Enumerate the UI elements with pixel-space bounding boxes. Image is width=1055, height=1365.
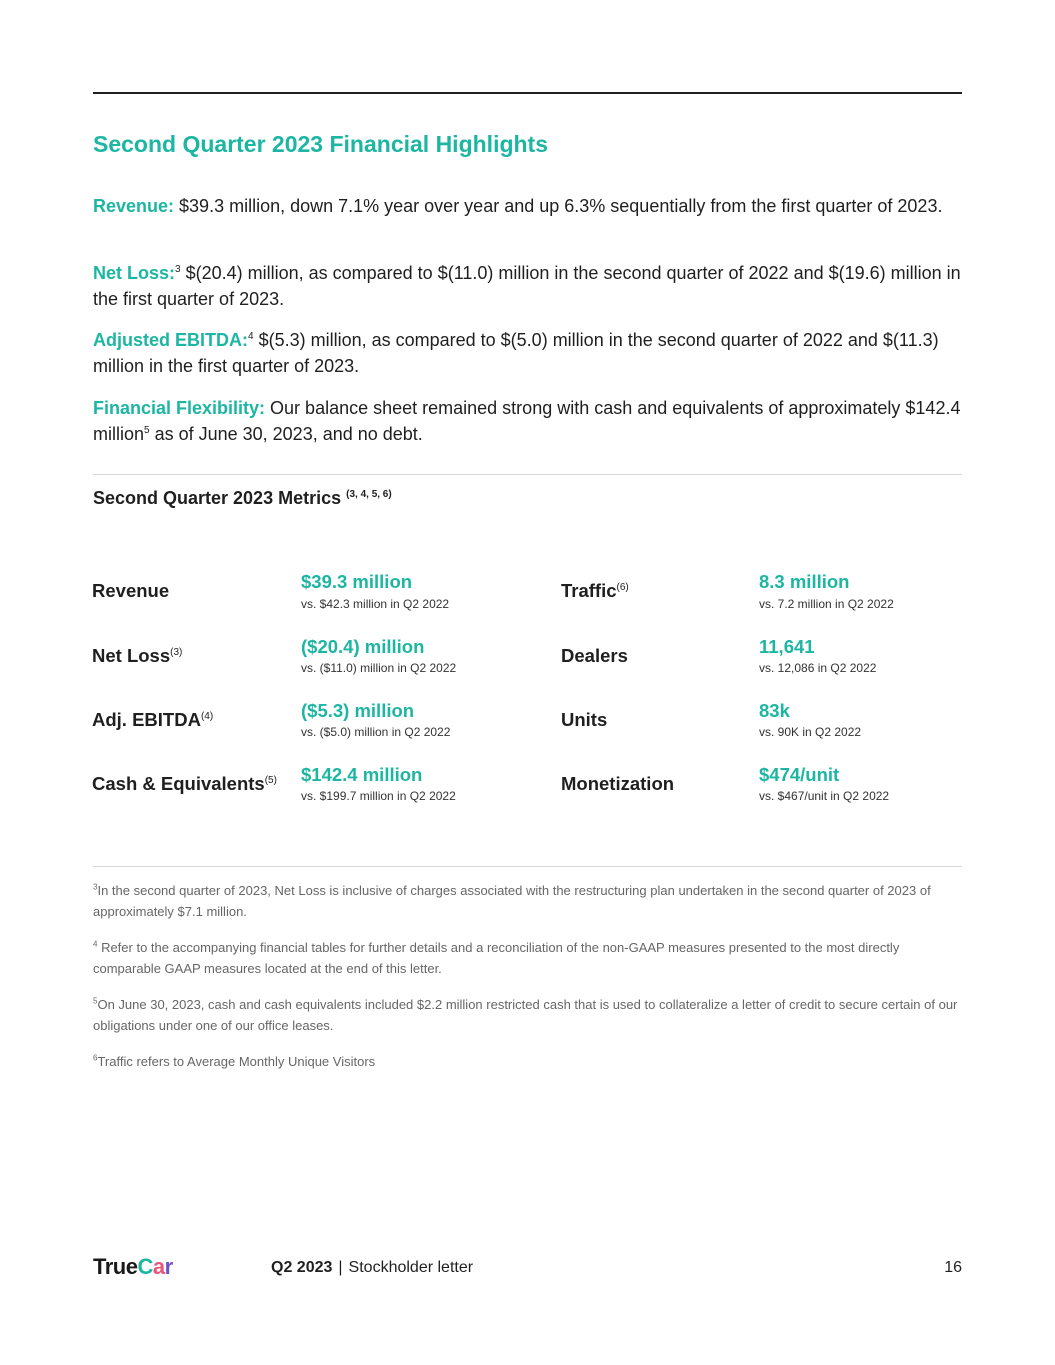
highlight-revenue: [93, 193, 968, 219]
metric-value-net-loss: ($20.4) million: [301, 636, 425, 657]
metric-label-net-loss: Net Loss$^{(3)}$: [92, 645, 183, 666]
metric-value-revenue: $39.3 million: [301, 571, 413, 592]
metric-comparison-net-loss: vs. ($11.0) million in Q2 2022: [301, 661, 457, 675]
metric-value-dealers: 11,641: [759, 636, 815, 657]
highlight-net-loss: [93, 260, 968, 312]
metric-comparison-units: vs. 90K in Q2 2022: [759, 725, 862, 739]
metric-comparison-traffic: vs. 7.2 million in Q2 2022: [759, 597, 894, 611]
metric-label-revenue: Revenue: [92, 580, 170, 601]
metric-label-dealers: Dealers: [561, 645, 628, 666]
metric-label-units: Units: [561, 709, 608, 730]
metrics-title-footnotes: (3, 4, 5, 6): [346, 489, 392, 500]
metric-label-traffic: Traffic$^{(6)}$: [561, 580, 629, 601]
footnotes-divider: [93, 866, 962, 867]
footnote-ref: 5: [144, 425, 150, 436]
metric-value-units: 83k: [759, 700, 790, 721]
metric-label-cash: Cash & Equivalents$^{(5)}$: [92, 773, 277, 794]
metric-label-monetization: Monetization: [561, 773, 675, 794]
metric-value-cash: $142.4 million: [301, 764, 423, 785]
highlight-label: Revenue:: [93, 196, 175, 216]
top-divider: [93, 92, 962, 94]
footnote-4: $^4$ Refer to the accompanying financial tables for further details and a reconciliation of the non-GAAP measures presented to the most directly comparable GAAP measures located at the end of this letter.: [93, 939, 900, 976]
metrics-title-text: Second Quarter 2023 Metrics: [93, 488, 342, 508]
highlight-label: Adjusted EBITDA:: [93, 330, 248, 350]
highlight-label: Net Loss:: [93, 263, 176, 283]
highlight-label: Financial Flexibility:: [93, 398, 266, 418]
highlight-text: $(5.3) million, as compared to $(5.0) million in the second quarter of 2022 and $(11.3) million in the first quarter of 2023.: [93, 330, 939, 376]
metrics-title: [93, 488, 392, 509]
page-number: 16: [944, 1259, 962, 1276]
footer-document-title: Q2 2023 | Stockholder letter: [271, 1259, 474, 1276]
metric-comparison-revenue: vs. $42.3 million in Q2 2022: [301, 597, 450, 611]
metric-comparison-adj-ebitda: vs. ($5.0) million in Q2 2022: [301, 725, 451, 739]
highlight-text: Our balance sheet remained strong with cash and equivalents of approximately $142.4 million: [93, 398, 961, 444]
page-title: Second Quarter 2023 Financial Highlights: [93, 131, 549, 157]
footnote-ref: 3: [175, 264, 181, 275]
truecar-logo: TrueCar: [93, 1254, 173, 1279]
highlight-text: $39.3 million, down 7.1% year over year and up 6.3% sequentially from the first quarter of 2023.: [174, 196, 943, 216]
highlight-text: $(20.4) million, as compared to $(11.0) million in the second quarter of 2022 and $(19.6) million in the first quarter of 2023.: [93, 263, 961, 309]
metric-comparison-dealers: vs. 12,086 in Q2 2022: [759, 661, 877, 675]
footnote-ref: 4: [248, 331, 254, 342]
section-divider: [93, 474, 962, 475]
footnote-6: $^6$Traffic refers to Average Monthly Unique Visitors: [93, 1053, 376, 1069]
metric-comparison-cash: vs. $199.7 million in Q2 2022: [301, 789, 456, 803]
highlight-text: as of June 30, 2023, and no debt.: [149, 424, 423, 444]
metric-value-traffic: 8.3 million: [759, 571, 850, 592]
footnote-3: $^3$In the second quarter of 2023, Net Loss is inclusive of charges associated with the restructuring plan undertaken in the second quarter of 2023 of approximately $7.1 million.: [93, 882, 931, 919]
highlight-adjusted-ebitda: [93, 327, 968, 379]
metric-value-monetization: $474/unit: [759, 764, 840, 785]
footnote-5: $^5$On June 30, 2023, cash and cash equivalents included $2.2 million restricted cash that is used to collateralize a letter of credit to secure certain of our obligations under one of our office leases.: [93, 996, 958, 1033]
metric-comparison-monetization: vs. $467/unit in Q2 2022: [759, 789, 890, 803]
highlight-financial-flexibility: [93, 395, 968, 447]
metric-value-adj-ebitda: ($5.3) million: [301, 700, 415, 721]
metric-label-adj-ebitda: Adj. EBITDA$^{(4)}$: [92, 709, 214, 730]
